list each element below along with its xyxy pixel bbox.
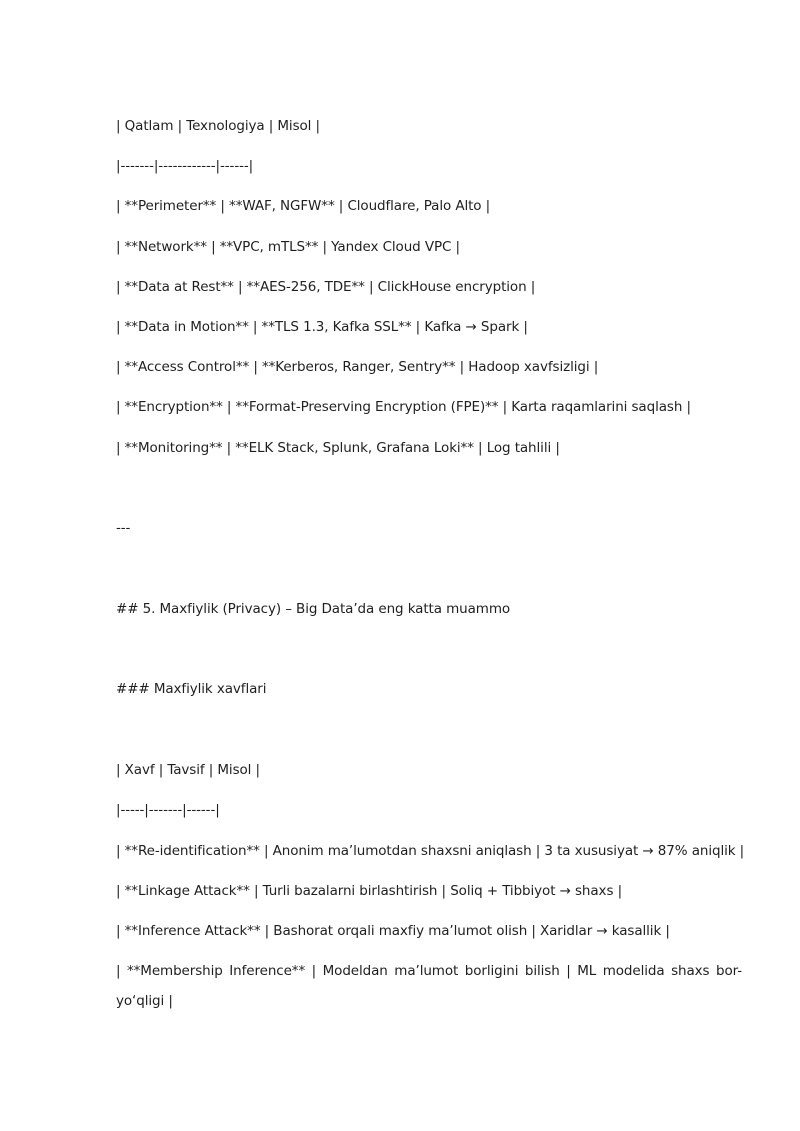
table2-separator: |-----|-------|------|: [116, 802, 220, 818]
subsection-heading: ### Maxfiylik xavflari: [116, 681, 267, 697]
horizontal-divider-text: ---: [116, 520, 131, 536]
table1-row-encryption: | **Encryption** | **Format-Preserving Encryption (FPE)** | Karta raqamlarini saqlash |: [116, 399, 691, 415]
table1-row-data-in-motion: | **Data in Motion** | **TLS 1.3, Kafka SSL** | Kafka → Spark |: [116, 319, 528, 335]
table1-header: | Qatlam | Texnologiya | Misol |: [116, 118, 320, 134]
table2-row-re-identification: | **Re-identification** | Anonim ma’lumotdan shaxsni aniqlash | 3 ta xususiyat → 87% aniqlik |: [116, 843, 745, 859]
table1-row-perimeter: | **Perimeter** | **WAF, NGFW** | Cloudflare, Palo Alto |: [116, 198, 491, 214]
table2-row-membership-inference: | **Membership Inference** | Modeldan ma’lumot borligini bilish | ML modelida shaxs bor-yo‘qligi |: [116, 963, 742, 1009]
table1-row-data-at-rest: | **Data at Rest** | **AES-256, TDE** | ClickHouse encryption |: [116, 279, 536, 295]
table1-separator: |-------|------------|------|: [116, 158, 254, 174]
table1-row-monitoring: | **Monitoring** | **ELK Stack, Splunk, Grafana Loki** | Log tahlili |: [116, 440, 560, 456]
table2-header: | Xavf | Tavsif | Misol |: [116, 762, 260, 778]
table2-row-linkage-attack: | **Linkage Attack** | Turli bazalarni birlashtirish | Soliq + Tibbiyot → shaxs |: [116, 883, 623, 899]
table1-row-network: | **Network** | **VPC, mTLS** | Yandex Cloud VPC |: [116, 239, 460, 255]
table2-row-inference-attack: | **Inference Attack** | Bashorat orqali maxfiy ma’lumot olish | Xaridlar → kasallik |: [116, 923, 670, 939]
section-heading: ## 5. Maxfiylik (Privacy) – Big Data’da eng katta muammo: [116, 601, 511, 617]
table1-row-access-control: | **Access Control** | **Kerberos, Ranger, Sentry** | Hadoop xavfsizligi |: [116, 359, 599, 375]
